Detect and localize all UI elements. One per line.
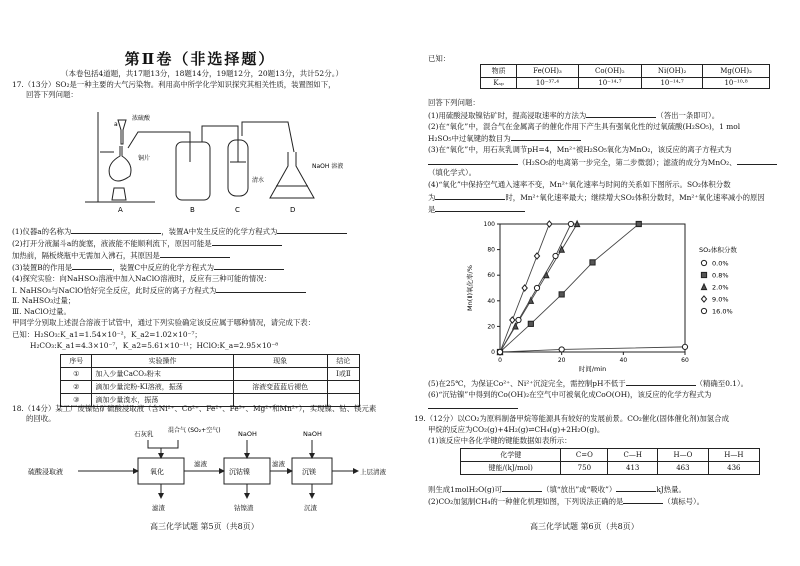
table-header-row: [61, 355, 360, 368]
legend-entry: 0.8%: [712, 271, 729, 280]
data-point: [497, 349, 502, 354]
label-cu: 铜片: [138, 155, 151, 162]
table-header: H—O: [658, 449, 709, 462]
q17-2b: 加热前，隔板烧瓶中无需加入沸石，其原因是: [12, 250, 230, 260]
x-tick-label: 60: [681, 357, 689, 364]
data-point: [568, 221, 573, 226]
label-B: B: [190, 206, 195, 214]
bond-energy-table: [460, 448, 760, 475]
table-header: 现象: [233, 355, 327, 368]
legend-marker: [701, 284, 706, 290]
q17-case3: Ⅲ. NaClO过量。: [12, 307, 71, 316]
data-point: [590, 260, 595, 265]
table-cell: ③: [61, 394, 92, 407]
table-row: [481, 78, 770, 89]
q17-exp-line: 甲同学分别取上述混合溶液于试管中，通过下列实验确定该反应属于哪种情况，请完成下表：: [12, 318, 316, 327]
flow-co-ni-residue: 钴镍渣: [234, 504, 254, 512]
y-tick-label: 60: [487, 272, 495, 280]
table-header: C=O: [561, 449, 608, 462]
y-tick-label: 100: [483, 221, 495, 228]
label-a: a: [114, 121, 118, 128]
flow-precipitate: 沉渣: [304, 504, 317, 512]
flow-add-naoh-1: NaOH: [238, 430, 257, 438]
flow-output: 上层清液: [360, 468, 386, 476]
table-cell: Kₛₚ: [481, 78, 517, 89]
label-naoh: NaOH 溶液: [312, 163, 344, 170]
table-row: [461, 462, 760, 475]
q17-case2: Ⅱ. NaHSO₃过量；: [12, 296, 76, 305]
r-q4: (4)“氧化”中保持空气通入速率不变，Mn²⁺氧化速率与时间的关系如下图所示。SO₂体积分数: [428, 180, 731, 189]
q19-intro-2: 甲烷的反应为CO₂(g)+4H₂(g)⇌CH₄(g)+2H₂O(g)。: [428, 425, 605, 434]
legend-marker: [701, 296, 706, 302]
table-header: 实验操作: [92, 355, 233, 368]
q17-experiment-table: [60, 354, 360, 407]
table-header: 化学键: [461, 449, 561, 462]
q18-intro-1: 18.（14分）某工厂废镍钴矿硫酸浸取液（含Ni²⁺、Co²⁺、Fe²⁺、Fe³⁺、Mg²⁺和Mn²⁺），实现镍、钴、镁元素: [12, 404, 377, 413]
table-cell: 10⁻¹⁰·⁸: [703, 78, 770, 89]
table-row: [61, 368, 360, 381]
label-acid: 浓硫酸: [132, 115, 151, 122]
q17-1: (1)仪器a的名称为 ，装置A中发生反应的化学方程式为: [12, 226, 347, 236]
r-q2b: H₂SO₅中过氧键的数目为: [428, 133, 581, 143]
table-header: 结论: [327, 355, 359, 368]
q17-4: (4)探究实验：向NaHSO₃溶液中加入NaClO溶液时，反应有三种可能的情况：: [12, 274, 271, 283]
table-cell: 滴加少量淀粉-KI溶液，振荡: [92, 381, 233, 394]
label-A: A: [118, 206, 123, 214]
table-cell: 436: [708, 462, 759, 475]
q18-intro-2: 的回收。: [26, 414, 56, 423]
table-cell: Ⅰ或Ⅱ: [327, 368, 359, 381]
table-cell: 750: [561, 462, 608, 475]
q17-known-2: H₂CO₃:K_a1=4.3×10⁻⁷，K_a2=5.61×10⁻¹¹；HClO:K_a=2.95×10⁻⁸: [30, 341, 279, 350]
table-cell: 滴加少量溴水，振荡: [92, 394, 233, 407]
y-tick-label: 40: [487, 297, 495, 305]
table-header: Co(OH)₂: [578, 65, 641, 78]
label-C: C: [235, 206, 240, 214]
flow-box-magnesium: 沉镁: [302, 468, 316, 476]
data-point: [534, 285, 539, 290]
table-cell: 加入少量CaCO₃粉末: [92, 368, 233, 381]
table-header-row: [461, 449, 760, 462]
q19-2: (2)CO₂加氢制CH₄的一种催化机理如图，下列说法正确的是 （填标号）。: [428, 497, 705, 506]
data-point: [522, 285, 527, 291]
legend-title: SO₂体积分数: [699, 246, 737, 254]
r-q1: (1)用硫酸浸取镍钴矿时，提高浸取速率的方法为 （答出一条即可）。: [428, 111, 720, 120]
table-cell: 10⁻¹⁴·⁷: [642, 78, 703, 89]
legend-entry: 16.0%: [712, 307, 733, 316]
data-point: [534, 253, 539, 259]
q17-2: (2)打开分液漏斗a的旋塞，液液能不能顺利流下，原因可能是: [12, 238, 282, 248]
label-water: 清水: [252, 177, 265, 184]
mn-oxidation-chart: [460, 216, 770, 374]
table-cell: 10⁻³⁷·⁴: [517, 78, 579, 89]
table-row: [61, 381, 360, 394]
table-cell: 10⁻¹⁴·⁷: [578, 78, 641, 89]
table-cell: 键能/(kJ/mol): [461, 462, 561, 475]
y-tick-label: 20: [487, 323, 495, 331]
data-point: [559, 292, 564, 297]
flow-filtrate-1: 滤液: [194, 460, 207, 468]
table-header: Mg(OH)₂: [703, 65, 770, 78]
apparatus-diagram: [80, 102, 350, 214]
table-header: 物质: [481, 65, 517, 78]
flow-box-cobalt-nickel: 沉钴镍: [229, 468, 250, 476]
table-cell: ②: [61, 381, 92, 394]
table-header-row: [481, 65, 770, 78]
series-line: [500, 347, 685, 352]
data-point: [553, 253, 558, 258]
table-cell: ①: [61, 368, 92, 381]
legend-entry: 9.0%: [712, 295, 729, 304]
right-page: [400, 0, 800, 566]
legend-entry: 0.0%: [712, 259, 729, 268]
legend-marker: [701, 308, 706, 313]
answer-prompt: 回答下列问题：: [428, 98, 480, 107]
table-cell: [327, 381, 359, 394]
legend-marker: [701, 260, 706, 265]
series-line: [500, 224, 639, 352]
data-point: [574, 221, 579, 227]
r-q3: (3)在“氧化”中，用石灰乳调节pH=4，Mn²⁺被H₂SO₅氧化为MnO₂，该反应的离子方程式为: [428, 145, 732, 154]
left-footer: 高三化学试题 第5页（共8页）: [150, 522, 259, 531]
table-cell: [233, 368, 327, 381]
legend-entry: 2.0%: [712, 283, 729, 292]
flow-add-naoh-2: NaOH: [303, 430, 322, 438]
data-point: [636, 221, 641, 226]
r-q6: (6)“沉钴镍”中得到的Co(OH)₂在空气中可被氧化成CoO(OH)，该反应的化学方程式为: [428, 390, 712, 399]
table-cell: 溶液变蓝蓝后褪色: [233, 381, 327, 394]
flow-input: 硫酸浸取液: [28, 468, 63, 476]
data-point: [547, 221, 552, 227]
data-point: [528, 321, 533, 326]
table-header: Fe(OH)₃: [517, 65, 579, 78]
flow-residue: 滤渣: [152, 504, 165, 512]
q19-1b: 则生成1molH₂O(g)可 （填“放出”或“吸收”） kJ热量。: [428, 485, 686, 494]
ksp-table: [480, 64, 770, 89]
q17-known-1: 已知：H₂SO₃:K_a1=1.54×10⁻²，K_a2=1.02×10⁻⁷；: [12, 330, 202, 339]
q19-1: (1)该反应中各化学键的键能数据如表所示：: [428, 436, 572, 445]
right-footer: 高三化学试题 第6页（共8页）: [530, 522, 639, 531]
flow-add-lime: 石灰乳: [134, 430, 154, 438]
x-tick-label: 20: [557, 357, 566, 364]
r-q2: (2)在“氧化”中，混合气在金属离子的催化作用下产生具有强氧化性的过氧硫酸(H₂SO₅)，1 mol: [428, 122, 741, 131]
x-axis-label: 时间/min: [578, 365, 607, 373]
legend-marker: [701, 272, 706, 277]
label-D: D: [290, 206, 296, 214]
x-tick-label: 0: [498, 357, 502, 364]
y-tick-label: 0: [491, 349, 495, 356]
r-q3c: （填化学式）。: [428, 168, 477, 177]
table-header: 序号: [61, 355, 92, 368]
table-cell: 463: [658, 462, 709, 475]
r-q4d: 是: [428, 204, 525, 214]
table-header: Ni(OH)₂: [642, 65, 703, 78]
table-cell: 413: [608, 462, 658, 475]
y-axis-label: Mn(Ⅱ)氧化率/%: [466, 265, 474, 311]
r-q5: (5)在25℃，为保证Co²⁺、Ni²⁺沉淀完全，需控制pH不低于 （精确至0.1）。: [428, 379, 749, 388]
r-q4b: 为 时，Mn²⁺氧化速率最大；继续增大SO₂体积分数时，Mn²⁺氧化速率减小的原因: [428, 193, 765, 202]
section-note: （本卷包括4道题，共17题13分，18题14分，19题12分，20题13分，共计52分。）: [61, 69, 343, 78]
flow-add-gas: 混合气 (SO₂+空气): [168, 427, 221, 434]
table-header: C—H: [608, 449, 658, 462]
data-point: [510, 317, 515, 323]
data-point: [559, 347, 564, 352]
table-header: H—H: [708, 449, 759, 462]
x-tick-label: 40: [619, 357, 628, 364]
known-label: 已知：: [428, 54, 451, 63]
q17-3: (3)装置B的作用是 ，装置C中反应的化学方程式为: [12, 262, 284, 272]
process-flowchart: [28, 426, 388, 516]
data-point: [682, 344, 687, 349]
q19-intro-1: 19.（12分）以CO₂为原料制备甲烷等能源具有较好的发展前景。CO₂催化(固体催化剂)加氢合成: [414, 414, 729, 423]
flow-box-oxidation: 氧化: [150, 468, 164, 476]
flow-filtrate-2: 滤液: [272, 460, 285, 468]
r-q3b: （H₂SO₅的电离第一步完全，第二步微弱）；滤渣的成分为MnO₂、: [428, 157, 777, 167]
q17-case1: Ⅰ. NaHSO₃与NaClO恰好完全反应，此时反应的离子方程式为: [12, 285, 306, 295]
data-point: [516, 317, 521, 322]
q17-intro-2: 回答下列问题：: [26, 90, 78, 99]
r-q6-blank: [428, 401, 518, 411]
q17-intro-1: 17.（13分）SO₂是一种主要的大气污染物。利用高中所学化学知识探究其相关性质，装置图如下，: [12, 80, 336, 89]
section-title: 第Ⅱ卷（非选择题）: [124, 50, 276, 68]
y-tick-label: 80: [487, 246, 495, 254]
